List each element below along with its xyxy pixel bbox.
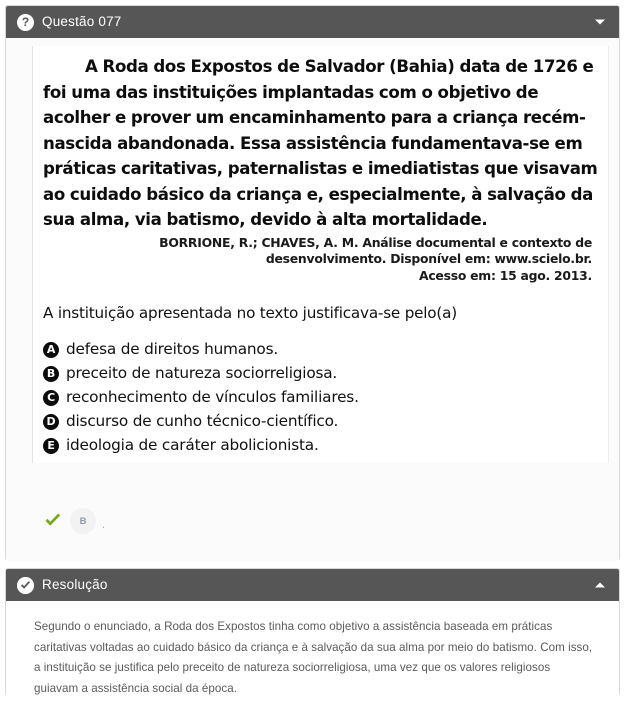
source-authors: BORRIONE, R.; CHAVES, A. M. [159,234,363,250]
source-availability: . Disponível em: www.scielo.br. [381,251,592,266]
alternatives-list [43,337,598,457]
alternative-text-e: ideologia de caráter abolicionista. [66,436,319,454]
alternative-text-b: preceito de natureza sociorreligiosa. [66,364,338,382]
source-access-date: Acesso em: 15 ago. 2013. [418,267,592,283]
question-panel [5,5,620,561]
question-panel-header[interactable] [6,6,619,38]
alternative-b[interactable] [43,361,598,385]
alternative-text-a: defesa de direitos humanos. [66,340,279,358]
chevron-up-icon[interactable] [595,583,605,588]
alternative-letter-a: A [43,342,59,358]
alternative-c[interactable] [43,385,598,409]
correct-answer-badge: B [70,508,96,534]
alternative-text-c: reconhecimento de vínculos familiares. [66,388,359,406]
resolution-panel [5,568,620,696]
check-circle-icon [17,577,34,594]
source-work-title: Análise documental e contexto de desenvolvimento [265,234,592,266]
correct-answer-row [44,508,105,534]
question-scan-image [32,46,609,463]
alternative-letter-b: B [43,366,59,382]
question-statement-text: A Roda dos Expostos de Salvador (Bahia) data de 1726 e foi uma das instituições implantadas com o objetivo de acolher e prover um encaminhamento para a criança recém-nascida abandonada. Essa assistência fundamentava-se em práticas caritativas, paternalistas e imediatistas que visavam ao cuidado básico da criança e, especialmente, à salvação da sua alma, via batismo, devido à alta mortalidade. [43,57,598,229]
alternative-letter-e: E [43,438,59,454]
alternative-d[interactable] [43,409,598,433]
alternative-a[interactable] [43,337,598,361]
alternative-text-d: discurso de cunho técnico-científico. [66,412,339,430]
question-panel-title: Questão 077 [42,14,122,30]
alternative-e[interactable] [43,433,598,457]
chevron-down-icon[interactable] [595,20,605,25]
question-mark-circle-icon: ? [17,14,34,31]
resolution-panel-body [6,601,619,709]
check-mark-icon [44,512,62,530]
alternative-letter-c: C [43,390,59,406]
question-lead-text: A instituição apresentada no texto justificava-se pelo(a) [43,304,457,322]
resolution-text: Segundo o enunciado, a Roda dos Expostos tinha como objetivo a assistência baseada em práticas caritativas voltadas ao cuidado básico da criança e à salvação da sua alma por meio do batismo. Com isso, a instituição se justifica pelo preceito de natureza sociorreligiosa, uma vez que os valores religiosos guiavam a assistência social da época. [34,620,593,695]
alternative-letter-d: D [43,414,59,430]
question-source-citation [43,235,598,285]
resolution-panel-title: Resolução [42,577,108,593]
resolution-panel-header[interactable] [6,569,619,601]
answer-trailing-dot: . [102,518,106,531]
question-panel-body [6,38,619,561]
